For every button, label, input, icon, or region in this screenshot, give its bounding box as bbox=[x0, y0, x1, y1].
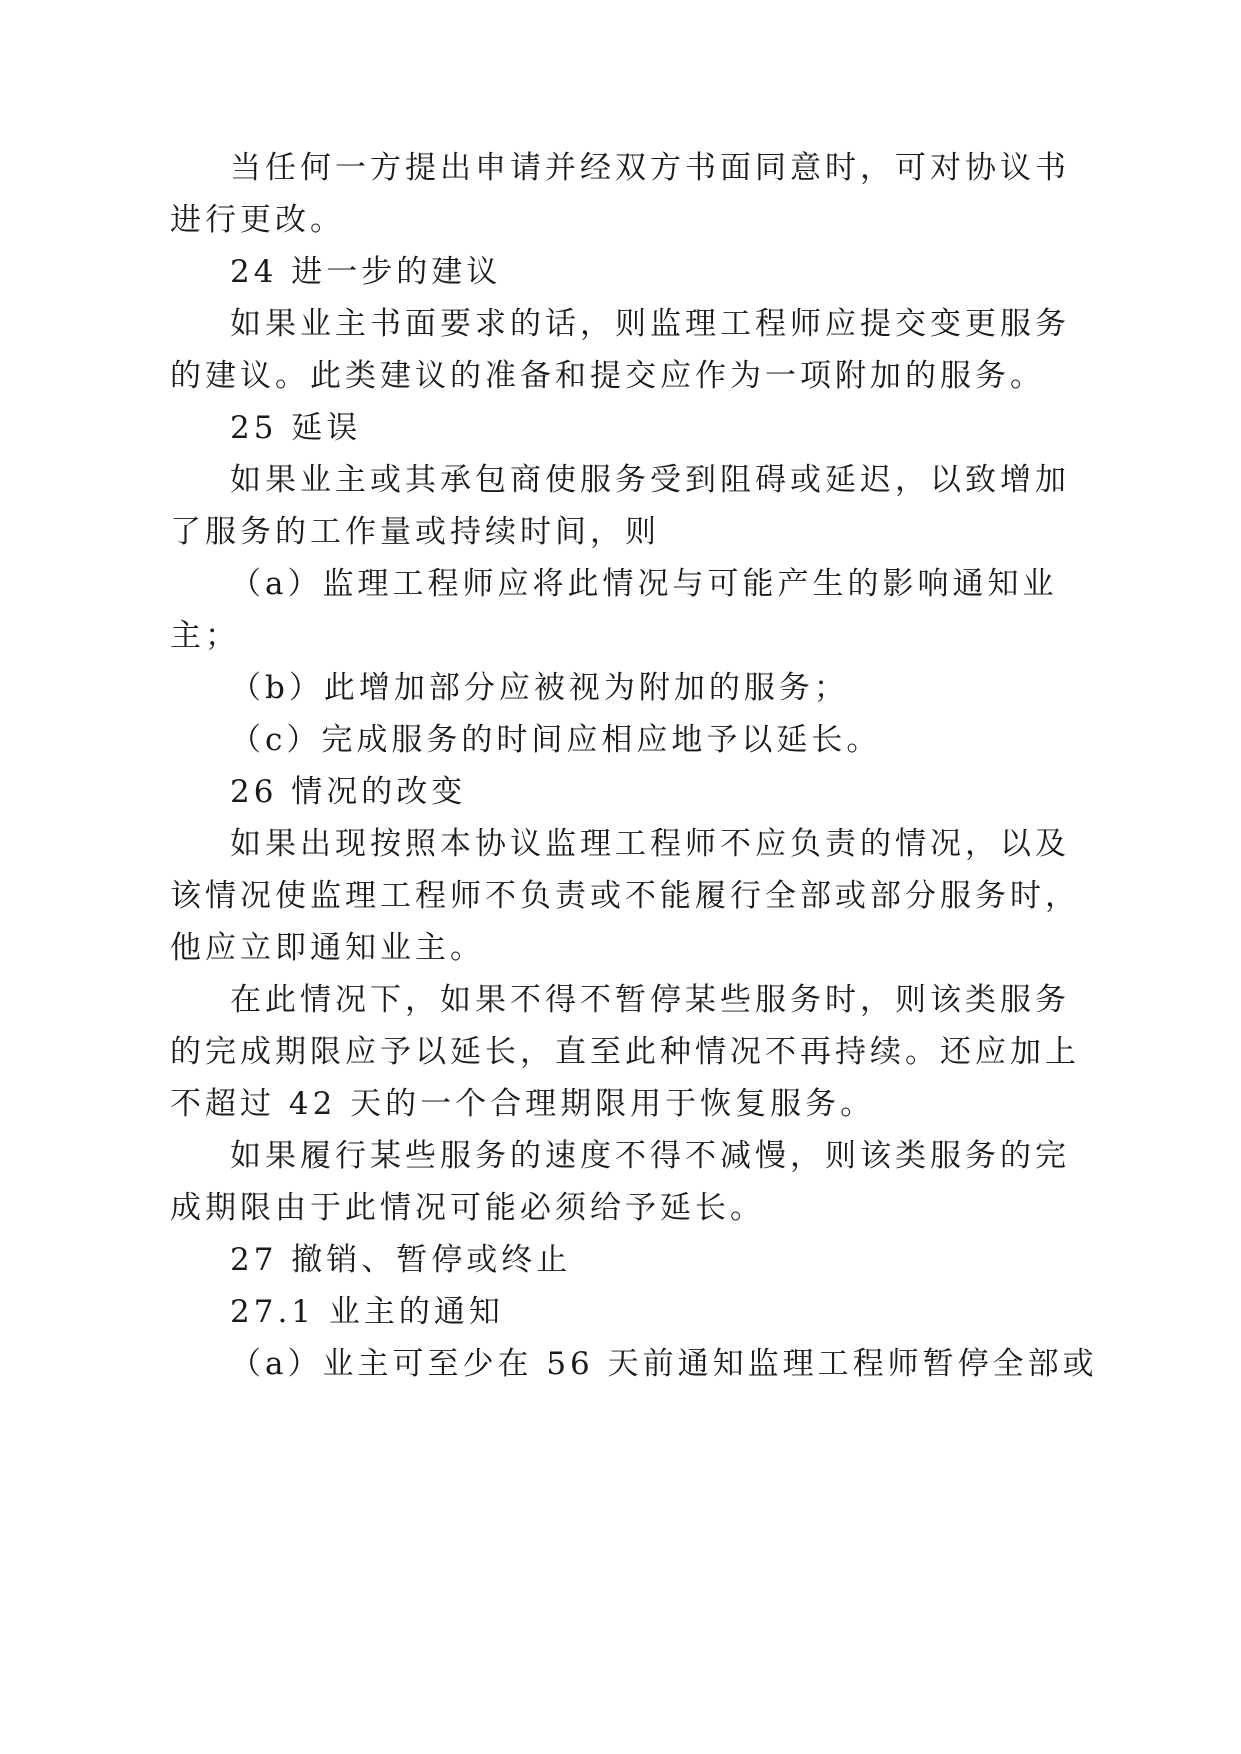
list-item-b: （b）此增加部分应被视为附加的服务； bbox=[230, 670, 849, 706]
list-item-a: （a）监理工程师应将此情况与可能产生的影响通知业 bbox=[230, 566, 1058, 602]
paragraph-line: 该情况使监理工程师不负责或不能履行全部或部分服务时， bbox=[170, 878, 1080, 914]
paragraph-line: 如果业主或其承包商使服务受到阻碍或延迟，以致增加 bbox=[230, 462, 1070, 498]
section-heading-27: 27 撤销、暂停或终止 bbox=[230, 1242, 572, 1278]
section-heading-26: 26 情况的改变 bbox=[230, 774, 467, 810]
paragraph-line: 如果业主书面要求的话，则监理工程师应提交变更服务 bbox=[230, 306, 1070, 342]
paragraph-line: 主； bbox=[170, 618, 240, 654]
paragraph-line: 的建议。此类建议的准备和提交应作为一项附加的服务。 bbox=[170, 358, 1045, 394]
paragraph-line: 了服务的工作量或持续时间，则 bbox=[170, 514, 660, 550]
paragraph-line: 进行更改。 bbox=[170, 202, 345, 238]
list-item-a-notice: （a）业主可至少在 56 天前通知监理工程师暂停全部或 bbox=[230, 1346, 1098, 1382]
paragraph-line: 不超过 42 天的一个合理期限用于恢复服务。 bbox=[170, 1086, 876, 1122]
paragraph-line: 他应立即通知业主。 bbox=[170, 930, 485, 966]
section-heading-25: 25 延误 bbox=[230, 410, 362, 446]
section-heading-24: 24 进一步的建议 bbox=[230, 254, 502, 290]
paragraph-line: 成期限由于此情况可能必须给予延长。 bbox=[170, 1190, 765, 1226]
paragraph-line: 如果出现按照本协议监理工程师不应负责的情况，以及 bbox=[230, 826, 1070, 862]
list-item-c: （c）完成服务的时间应相应地予以延长。 bbox=[230, 722, 882, 758]
paragraph-line: 如果履行某些服务的速度不得不减慢，则该类服务的完 bbox=[230, 1138, 1070, 1174]
section-heading-27-1: 27.1 业主的通知 bbox=[230, 1294, 504, 1330]
paragraph-line: 当任何一方提出申请并经双方书面同意时，可对协议书 bbox=[230, 150, 1070, 186]
paragraph-line: 的完成期限应予以延长，直至此种情况不再持续。还应加上 bbox=[170, 1034, 1080, 1070]
paragraph-line: 在此情况下，如果不得不暂停某些服务时，则该类服务 bbox=[230, 982, 1070, 1018]
